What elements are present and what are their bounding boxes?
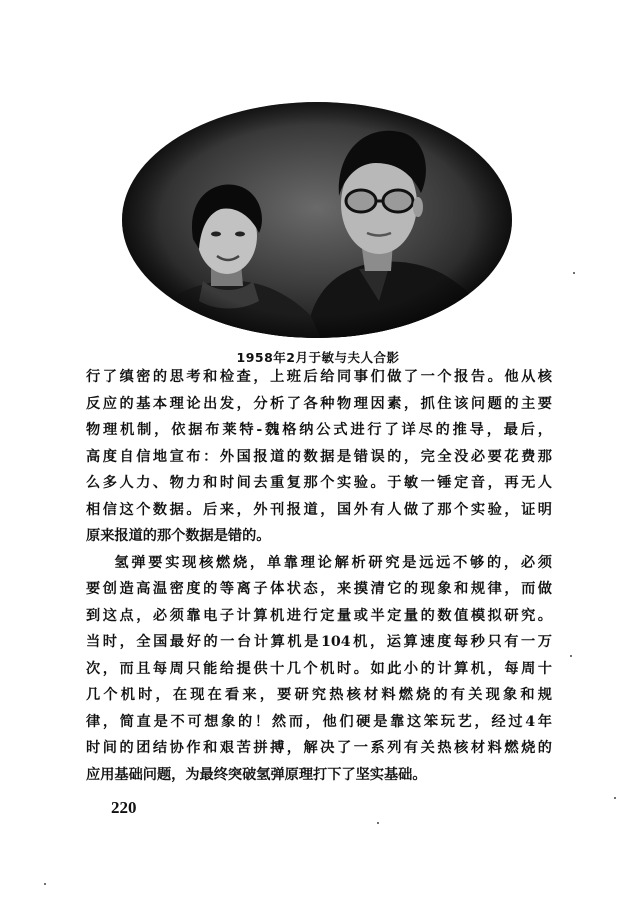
- portrait-photo: [121, 101, 513, 339]
- paragraph-1: [86, 364, 552, 550]
- text-line: 么多人力、物力和时间去重复那个实验。于敏一锤定音，再无人: [86, 475, 552, 491]
- text-line: 应用基础问题，为最终突破氢弹原理打下了坚实基础。: [86, 766, 427, 783]
- text-line: 相信这个数据。后来，外刊报道，国外有人做了那个实验，证明: [86, 501, 552, 518]
- paragraph-2: [86, 550, 552, 789]
- body-text: [86, 364, 552, 788]
- text-line: 几个机时，在现在看来，要研究热核材料燃烧的有关现象和规: [86, 687, 552, 703]
- text-line: 物理机制，依据布莱特-魏格纳公式进行了详尽的推导，最后，: [86, 422, 552, 438]
- text-line: 次，而且每周只能给提供十几个机时。如此小的计算机，每周十: [86, 660, 552, 677]
- text-line: 要创造高温密度的等离子体状态，来摸清它的现象和规律，而做: [86, 581, 552, 597]
- text-line: 到这点，必须靠电子计算机进行定量或半定量的数值模拟研究。: [86, 607, 552, 624]
- photo-caption: 1958年2月于敏与夫人合影: [236, 350, 400, 365]
- text-line: 氢弹要实现核燃烧，单靠理论解析研究是远远不够的，必须: [114, 554, 552, 571]
- scan-speck: [377, 822, 379, 824]
- portrait-photo-image: [121, 101, 513, 339]
- text-line: 原来报道的那个数据是错的。: [86, 528, 271, 544]
- text-line: 律，简直是不可想象的！然而，他们硬是靠这笨玩艺，经过4年: [86, 713, 552, 730]
- scan-speck: [573, 272, 575, 274]
- page-number: 220: [111, 798, 137, 817]
- text-line: 高度自信地宣布：外国报道的数据是错误的，完全没必要花费那: [86, 448, 552, 465]
- text-line: 行了缜密的思考和检查，上班后给同事们做了一个报告。他从核: [86, 369, 552, 385]
- text-line: 时间的团结协作和艰苦拼搏，解决了一系列有关热核材料燃烧的: [86, 740, 552, 756]
- text-line: 反应的基本理论出发，分析了各种物理因素，抓住该问题的主要: [86, 395, 552, 412]
- text-line: 当时，全国最好的一台计算机是104机，运算速度每秒只有一万: [86, 634, 552, 650]
- scan-speck: [614, 797, 616, 799]
- scan-speck: [570, 655, 572, 657]
- scan-speck: [44, 883, 46, 885]
